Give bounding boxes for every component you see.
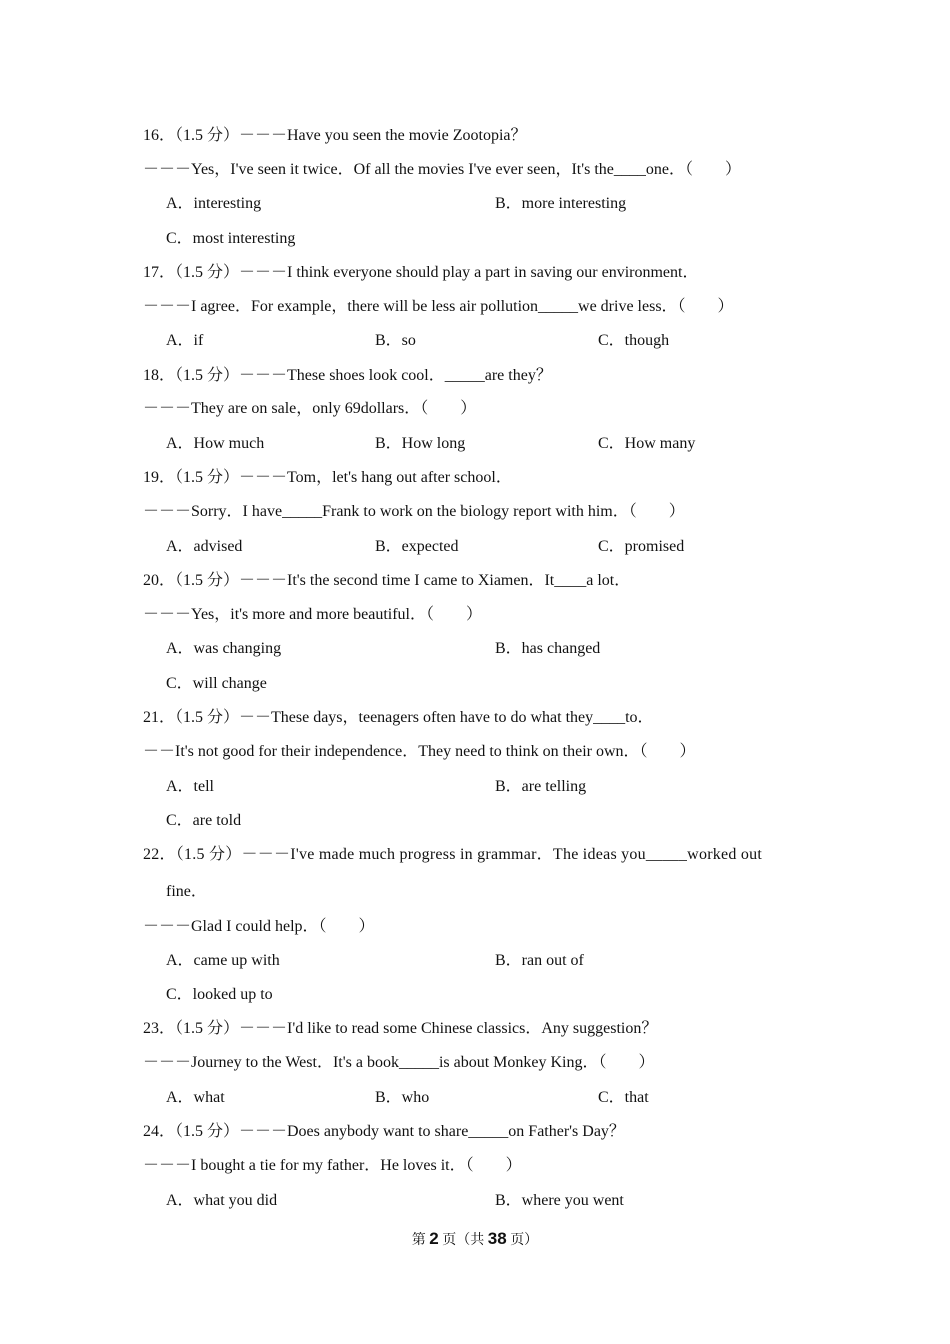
question-20-reply: －－－Yes，it's more and more beautiful．（ ） [143, 606, 483, 623]
question-16-stem: 16．（1.5 分）－－－Have you seen the movie Zootopia？ [143, 127, 527, 144]
question-21-reply: －－It's not good for their independence．They need to think on their own．（ ） [143, 743, 696, 760]
question-16-option-b: B．more interesting [495, 195, 627, 212]
question-20-stem: 20．（1.5 分）－－－It's the second time I came to Xiamen．It____a lot． [143, 572, 631, 589]
question-23-option-c: C．that [598, 1089, 649, 1106]
question-16-reply: －－－Yes，I've seen it twice．Of all the movies I've ever seen，It's the____one．（ ） [143, 161, 742, 178]
question-18-stem: 18．（1.5 分）－－－These shoes look cool．_____are they？ [143, 367, 552, 384]
question-19-reply: －－－Sorry．I have_____Frank to work on the biology report with him．（ ） [143, 503, 685, 520]
question-19-option-b: B．expected [375, 538, 459, 555]
question-18-option-a: A．How much [166, 435, 265, 452]
question-20-option-a: A．was changing [166, 640, 282, 657]
question-22-stem-continued: fine． [166, 883, 207, 900]
question-17-option-b: B．so [375, 332, 416, 349]
total-page-count: 38 [487, 1229, 507, 1248]
question-23-reply: －－－Journey to the West．It's a book_____is about Monkey King．（ ） [143, 1054, 655, 1071]
question-17-option-c: C．though [598, 332, 670, 349]
question-24-reply: －－－I bought a tie for my father．He loves it．（ ） [143, 1157, 522, 1174]
question-21-stem: 21．（1.5 分）－－These days，teenagers often have to do what they____to． [143, 709, 654, 726]
question-16-option-a: A．interesting [166, 195, 262, 212]
question-24-option-a: A．what you did [166, 1192, 278, 1209]
question-19-option-a: A．advised [166, 538, 243, 555]
question-23-option-b: B．who [375, 1089, 430, 1106]
question-21-option-c: C．are told [166, 812, 242, 829]
question-17-stem: 17．（1.5 分）－－－I think everyone should play a part in saving our environment． [143, 264, 699, 281]
question-16-option-c: C．most interesting [166, 230, 296, 247]
question-21-option-b: B．are telling [495, 778, 587, 795]
question-19-option-c: C．promised [598, 538, 685, 555]
current-page-number: 2 [429, 1229, 439, 1248]
question-18-option-c: C．How many [598, 435, 696, 452]
question-23-stem: 23．（1.5 分）－－－I'd like to read some Chinese classics．Any suggestion？ [143, 1020, 658, 1037]
question-22-stem: 22．（1.5 分）－－－I've made much progress in grammar．The ideas you_____worked out [143, 846, 763, 863]
question-22-reply: －－－Glad I could help．（ ） [143, 918, 375, 935]
question-22-option-a: A．came up with [166, 952, 280, 969]
question-17-option-a: A．if [166, 332, 204, 349]
question-19-stem: 19．（1.5 分）－－－Tom，let's hang out after school． [143, 469, 512, 486]
question-24-option-b: B．where you went [495, 1192, 624, 1209]
question-17-reply: －－－I agree．For example，there will be less air pollution_____we drive less．（ ） [143, 298, 734, 315]
question-21-option-a: A．tell [166, 778, 214, 795]
question-20-option-c: C．will change [166, 675, 267, 692]
footer-prefix: 第 [411, 1233, 426, 1248]
question-24-stem: 24．（1.5 分）－－－Does anybody want to share_____on Father's Day？ [143, 1123, 625, 1140]
question-18-reply: －－－They are on sale，only 69dollars．（ ） [143, 400, 477, 417]
question-22-option-c: C．looked up to [166, 986, 273, 1003]
question-18-option-b: B．How long [375, 435, 466, 452]
footer-suffix: 页） [510, 1233, 539, 1248]
page-footer [0, 1229, 950, 1251]
question-20-option-b: B．has changed [495, 640, 601, 657]
question-23-option-a: A．what [166, 1089, 225, 1106]
question-22-option-b: B．ran out of [495, 952, 584, 969]
footer-middle: 页（共 [442, 1233, 485, 1248]
